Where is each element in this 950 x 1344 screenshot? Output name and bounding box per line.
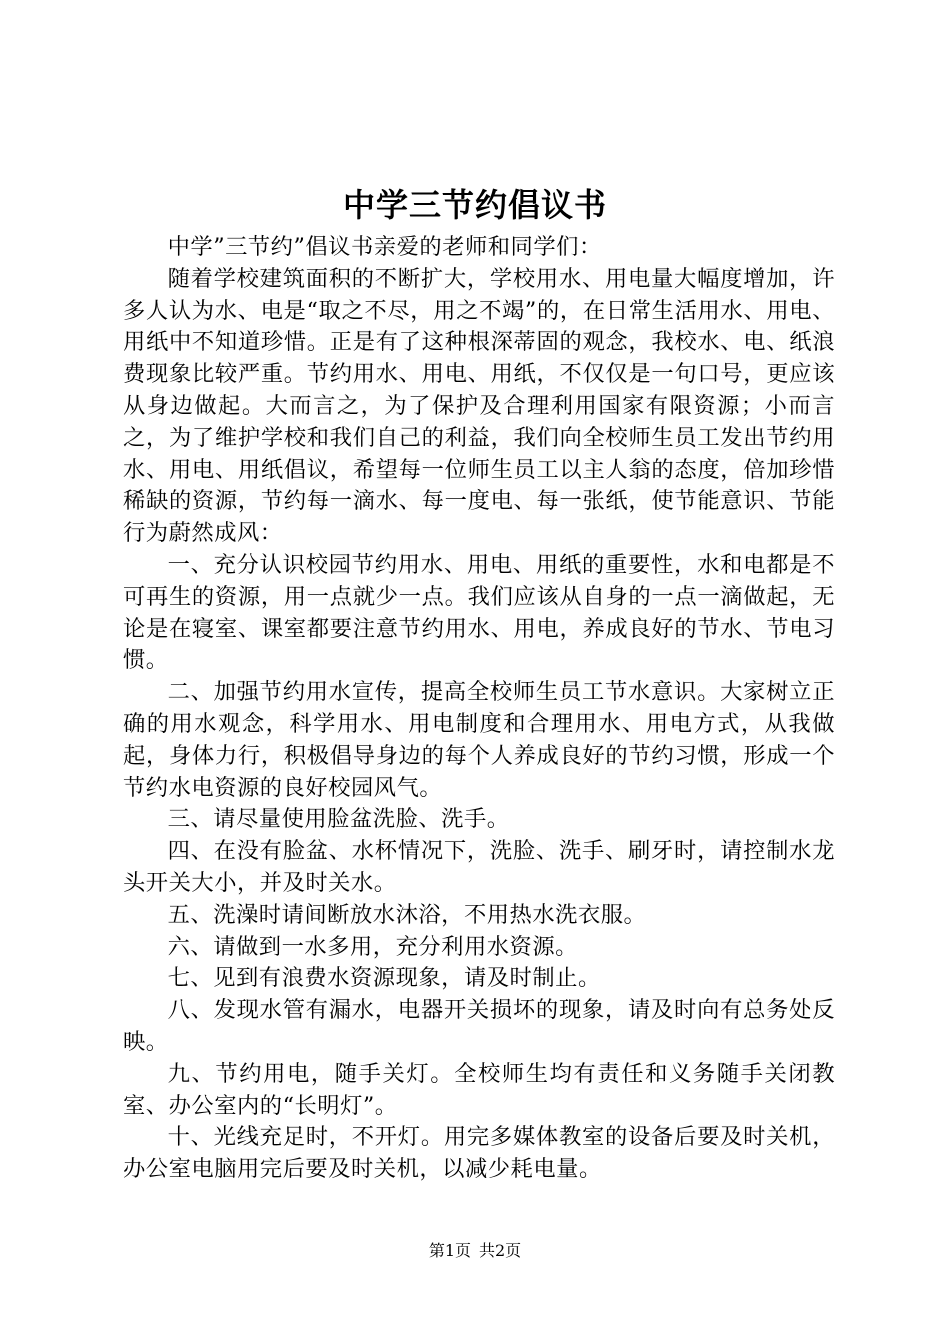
document-body — [123, 232, 835, 1186]
paragraph-item-6: 六、请做到一水多用，充分利用水资源。 — [167, 933, 578, 960]
document-title: 中学三节约倡议书 — [342, 186, 607, 224]
paragraph-item-1: 一、充分认识校园节约用水、用电、用纸的重要性，水和电都是不可再生的资源，用一点就少一点。我们应该从自身的一点一滴做起，无论是在寝室、课室都要注意节约用水、用电，养成良好的节水、节电习惯。 — [123, 551, 835, 674]
paragraph-item-3: 三、请尽量使用脸盆洗脸、洗手。 — [167, 806, 510, 833]
paragraph-intro: 随着学校建筑面积的不断扩大，学校用水、用电量大幅度增加，许多人认为水、电是“取之不尽，用之不竭”的，在日常生活用水、用电、用纸中不知道珍惜。正是有了这种根深蒂固的观念，我校水、电、纸浪费现象比较严重。节约用水、用电、用纸，不仅仅是一句口号，更应该从身边做起。大而言之，为了保护及合理利用国家有限资源；小而言之，为了维护学校和我们自己的利益，我们向全校师生员工发出节约用水、用电、用纸倡议，希望每一位师生员工以主人翁的态度，倍加珍惜稀缺的资源，节约每一滴水、每一度电、每一张纸，使节能意识、节能行为蔚然成风： — [123, 265, 835, 547]
paragraph-salutation: 中学”三节约”倡议书亲爱的老师和同学们： — [167, 234, 602, 260]
paragraph-item-8: 八、发现水管有漏水，电器开关损坏的现象，请及时向有总务处反映。 — [123, 997, 835, 1055]
page-number: 第1页 — [428, 1241, 471, 1260]
paragraph-item-2: 二、加强节约用水宣传，提高全校师生员工节水意识。大家树立正确的用水观念，科学用水、用电制度和合理用水、用电方式，从我做起，身体力行，积极倡导身边的每个人养成良好的节约习惯，形成一个节约水电资源的良好校园风气。 — [123, 679, 835, 801]
paragraph-item-10: 十、光线充足时，不开灯。用完多媒体教室的设备后要及时关机，办公室电脑用完后要及时关机，以减少耗电量。 — [123, 1124, 835, 1183]
paragraph-item-5: 五、洗澡时请间断放水沐浴，不用热水洗衣服。 — [167, 901, 647, 928]
page-total: 共2页 — [479, 1241, 522, 1260]
paragraph-item-4: 四、在没有脸盆、水杯情况下，洗脸、洗手、刷牙时，请控制水龙头开关大小，并及时关水。 — [123, 838, 835, 896]
paragraph-item-9: 九、节约用电，随手关灯。全校师生均有责任和义务随手关闭教室、办公室内的“长明灯”。 — [123, 1060, 835, 1119]
page-footer — [0, 1240, 950, 1262]
paragraph-item-7: 七、见到有浪费水资源现象，请及时制止。 — [167, 965, 601, 992]
